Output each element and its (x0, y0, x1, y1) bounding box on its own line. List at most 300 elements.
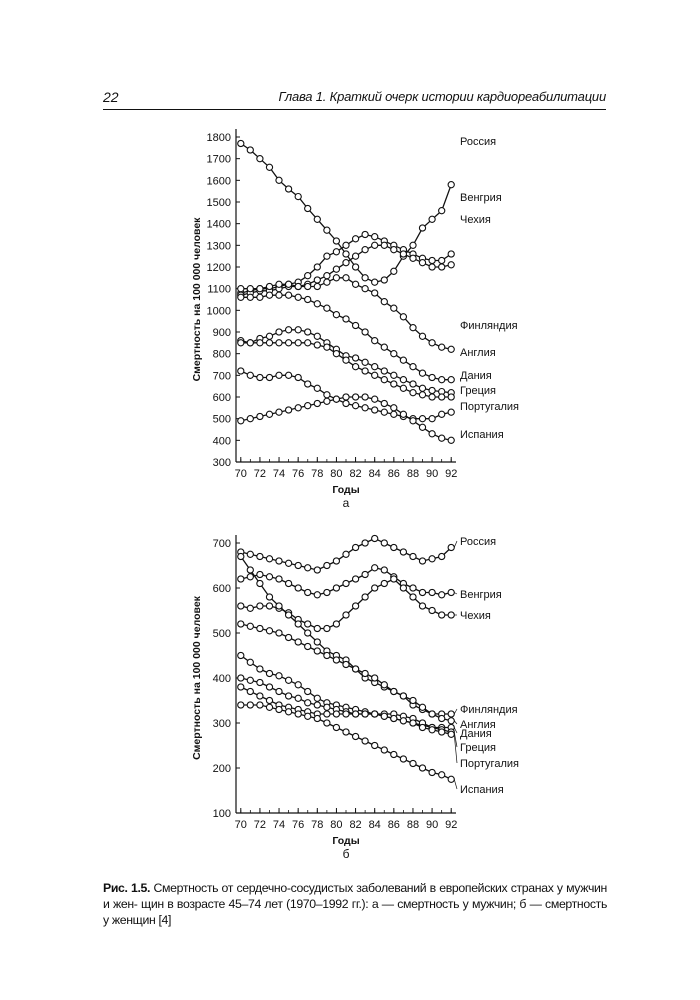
x-tick-label: 72 (253, 819, 267, 831)
x-tick-label: 82 (349, 468, 362, 480)
data-point (439, 715, 445, 721)
data-point (286, 677, 292, 683)
data-point (247, 147, 253, 153)
data-point (391, 544, 397, 550)
data-point (381, 682, 387, 688)
data-point (381, 567, 387, 573)
data-point (247, 286, 253, 292)
data-point (314, 400, 320, 406)
data-point (324, 279, 330, 285)
data-point (333, 396, 339, 402)
data-point (381, 580, 387, 586)
data-point (372, 396, 378, 402)
data-point (247, 677, 253, 683)
data-point (314, 592, 320, 598)
data-point (238, 294, 244, 300)
data-point (372, 338, 378, 344)
data-point (314, 216, 320, 222)
data-point (276, 673, 282, 679)
data-point (324, 305, 330, 311)
data-point (448, 346, 454, 352)
data-point (324, 589, 330, 595)
data-point (353, 236, 359, 242)
data-point (448, 409, 454, 415)
data-point (257, 702, 263, 708)
data-point (353, 253, 359, 259)
data-point (286, 612, 292, 618)
data-point (429, 374, 435, 380)
data-point (419, 416, 425, 422)
data-point (372, 711, 378, 717)
data-point (362, 231, 368, 237)
data-point (439, 435, 445, 441)
data-point (324, 625, 330, 631)
data-point (362, 275, 368, 281)
data-point (305, 283, 311, 289)
data-point (314, 702, 320, 708)
data-point (266, 594, 272, 600)
y-tick-label: 1400 (206, 218, 231, 231)
data-point (448, 776, 454, 782)
data-point (295, 340, 301, 346)
data-point (362, 368, 368, 374)
data-point (295, 682, 301, 688)
data-point (276, 292, 282, 298)
data-point (286, 372, 292, 378)
y-tick-label: 600 (212, 583, 231, 595)
panel-letter: а (342, 496, 350, 510)
data-point (448, 251, 454, 257)
data-point (333, 351, 339, 357)
chart-women (0, 520, 700, 870)
x-axis-title: Годы (332, 835, 360, 847)
data-point (372, 675, 378, 681)
data-point (448, 731, 454, 737)
y-tick-label: 300 (212, 457, 231, 469)
data-point (343, 551, 349, 557)
data-point (333, 711, 339, 717)
data-point (381, 400, 387, 406)
x-tick-label: 86 (387, 819, 400, 831)
data-point (257, 374, 263, 380)
data-point (410, 390, 416, 396)
data-point (429, 216, 435, 222)
data-point (286, 186, 292, 192)
data-point (286, 709, 292, 715)
data-point (286, 281, 292, 287)
data-point (295, 695, 301, 701)
data-point (276, 706, 282, 712)
series-label-финляндия: Финляндия (460, 704, 518, 716)
data-point (419, 589, 425, 595)
y-tick-label: 1700 (206, 153, 231, 166)
data-point (247, 574, 253, 580)
data-point (362, 594, 368, 600)
figure-caption (103, 880, 607, 928)
data-point (448, 544, 454, 550)
data-point (372, 242, 378, 248)
data-point (266, 292, 272, 298)
y-tick-label: 900 (212, 327, 231, 339)
data-point (324, 392, 330, 398)
data-point (238, 684, 244, 690)
data-point (353, 355, 359, 361)
data-point (381, 713, 387, 719)
x-tick-label: 90 (425, 819, 439, 831)
data-point (429, 394, 435, 400)
data-point (247, 294, 253, 300)
data-point (266, 333, 272, 339)
data-point (295, 621, 301, 627)
data-point (314, 648, 320, 654)
data-point (439, 377, 445, 383)
data-point (238, 286, 244, 292)
data-point (362, 394, 368, 400)
data-point (314, 567, 320, 573)
data-point (295, 194, 301, 200)
y-tick-label: 800 (212, 348, 231, 361)
data-point (343, 661, 349, 667)
data-point (400, 549, 406, 555)
data-point (314, 385, 320, 391)
data-point (410, 364, 416, 370)
data-point (410, 553, 416, 559)
data-point (372, 279, 378, 285)
data-point (276, 630, 282, 636)
data-point (429, 607, 435, 613)
data-point (324, 562, 330, 568)
y-tick-label: 100 (212, 808, 231, 820)
data-point (448, 262, 454, 268)
x-tick-label: 92 (445, 819, 458, 831)
data-point (314, 277, 320, 283)
data-point (343, 711, 349, 717)
data-point (295, 585, 301, 591)
data-point (257, 286, 263, 292)
data-point (324, 227, 330, 233)
data-point (286, 407, 292, 413)
series-label-англия: Англия (460, 719, 496, 731)
data-point (391, 751, 397, 757)
y-tick-label: 1200 (206, 262, 231, 274)
data-point (276, 558, 282, 564)
data-point (247, 659, 253, 665)
data-point (247, 551, 253, 557)
x-tick-label: 84 (368, 819, 381, 831)
data-point (266, 670, 272, 676)
data-point (333, 657, 339, 663)
data-point (439, 394, 445, 400)
x-axis-title: Годы (332, 484, 360, 496)
data-point (305, 621, 311, 627)
x-tick-label: 78 (311, 468, 324, 480)
series-label-россия: Россия (460, 536, 497, 548)
data-point (305, 273, 311, 279)
data-point (266, 411, 272, 417)
x-tick-label: 92 (445, 468, 458, 480)
y-tick-label: 200 (212, 763, 231, 775)
data-point (314, 639, 320, 645)
data-point (419, 333, 425, 339)
data-point (410, 242, 416, 248)
data-point (257, 603, 263, 609)
running-title: Глава 1. Краткий очерк истории кардиореабилитации (278, 89, 606, 104)
data-point (391, 381, 397, 387)
data-point (257, 571, 263, 577)
data-point (429, 257, 435, 263)
data-point (238, 140, 244, 146)
data-point (247, 605, 253, 611)
data-point (238, 553, 244, 559)
data-point (295, 562, 301, 568)
data-point (295, 405, 301, 411)
data-point (276, 576, 282, 582)
data-point (429, 727, 435, 733)
data-point (295, 374, 301, 380)
data-point (439, 553, 445, 559)
data-point (247, 372, 253, 378)
data-point (238, 675, 244, 681)
data-point (324, 253, 330, 259)
data-point (324, 344, 330, 350)
data-point (372, 372, 378, 378)
chart-men (0, 120, 700, 520)
data-point (410, 325, 416, 331)
data-point (295, 327, 301, 333)
data-point (353, 281, 359, 287)
data-point (257, 580, 263, 586)
series-label-венгрия: Венгрия (460, 589, 502, 601)
x-tick-label: 88 (406, 819, 420, 831)
series-label-греция: Греция (460, 385, 496, 397)
data-point (333, 585, 339, 591)
data-point (391, 411, 397, 417)
data-point (266, 374, 272, 380)
y-tick-label: 1100 (207, 283, 231, 296)
data-point (419, 385, 425, 391)
data-point (381, 377, 387, 383)
data-point (429, 416, 435, 422)
data-point (381, 368, 387, 374)
series-label-венгрия: Венгрия (460, 192, 502, 204)
data-point (439, 612, 445, 618)
data-point (276, 409, 282, 415)
data-point (353, 733, 359, 739)
data-point (286, 340, 292, 346)
data-point (439, 264, 445, 270)
data-point (247, 688, 253, 694)
series-label-чехия: Чехия (460, 214, 491, 226)
data-point (353, 666, 359, 672)
data-point (381, 242, 387, 248)
data-point (305, 296, 311, 302)
data-point (343, 357, 349, 363)
series-label-англия: Англия (460, 347, 496, 359)
x-tick-label: 74 (272, 819, 286, 831)
data-point (276, 281, 282, 287)
data-point (247, 623, 253, 629)
caption-line-2: щин в возрасте 45–74 лет (1970–1992 гг.): а — смертность у мужчин; б — смертность у женщин [4] (103, 897, 607, 927)
data-point (238, 652, 244, 658)
data-point (362, 571, 368, 577)
y-tick-label: 1600 (206, 175, 231, 188)
data-point (400, 585, 406, 591)
x-tick-label: 76 (292, 468, 305, 480)
data-point (372, 565, 378, 571)
data-point (362, 247, 368, 253)
y-tick-label: 500 (212, 628, 231, 640)
y-tick-label: 700 (212, 538, 231, 550)
panel-letter: б (342, 847, 350, 861)
data-point (333, 621, 339, 627)
data-point (353, 576, 359, 582)
data-point (391, 576, 397, 582)
data-point (391, 305, 397, 311)
data-point (410, 594, 416, 600)
data-point (305, 403, 311, 409)
data-point (314, 342, 320, 348)
data-point (448, 711, 454, 717)
data-point (295, 711, 301, 717)
data-point (429, 589, 435, 595)
x-tick-label: 88 (406, 468, 420, 480)
y-tick-label: 1000 (206, 305, 231, 318)
data-point (276, 340, 282, 346)
data-point (400, 756, 406, 762)
data-point (257, 625, 263, 631)
data-point (429, 769, 435, 775)
label-leader (454, 721, 457, 724)
data-point (324, 720, 330, 726)
data-point (439, 257, 445, 263)
data-point (305, 381, 311, 387)
data-point (429, 387, 435, 393)
data-point (353, 394, 359, 400)
x-tick-label: 70 (234, 819, 247, 831)
data-point (257, 156, 263, 162)
data-point (391, 351, 397, 357)
data-point (439, 592, 445, 598)
data-point (419, 603, 425, 609)
series-label-испания: Испания (460, 784, 504, 796)
data-point (266, 574, 272, 580)
data-point (247, 702, 253, 708)
data-point (257, 693, 263, 699)
data-point (429, 264, 435, 270)
data-point (305, 340, 311, 346)
page-number: 22 (103, 89, 119, 105)
caption-label: Рис. 1.5. (103, 881, 151, 895)
data-point (333, 724, 339, 730)
data-point (419, 424, 425, 430)
y-tick-label: 400 (212, 435, 231, 448)
data-point (439, 344, 445, 350)
data-point (439, 772, 445, 778)
data-point (333, 558, 339, 564)
data-point (324, 652, 330, 658)
data-point (238, 603, 244, 609)
data-point (343, 275, 349, 281)
data-point (247, 340, 253, 346)
y-tick-label: 600 (212, 392, 231, 404)
data-point (448, 612, 454, 618)
data-point (295, 283, 301, 289)
series-label-греция: Греция (460, 742, 496, 754)
data-point (238, 702, 244, 708)
data-point (343, 260, 349, 266)
data-point (372, 290, 378, 296)
data-point (314, 625, 320, 631)
series-label-финляндия: Финляндия (460, 320, 518, 332)
data-point (238, 340, 244, 346)
data-point (419, 765, 425, 771)
data-point (391, 372, 397, 378)
data-point (400, 251, 406, 257)
x-tick-label: 86 (387, 468, 400, 480)
data-point (419, 370, 425, 376)
data-point (429, 340, 435, 346)
x-tick-label: 70 (234, 468, 247, 480)
data-point (295, 639, 301, 645)
y-tick-label: 1300 (206, 240, 231, 253)
data-point (410, 697, 416, 703)
data-point (333, 238, 339, 244)
data-point (266, 697, 272, 703)
data-point (429, 556, 435, 562)
y-tick-label: 400 (212, 673, 231, 685)
y-tick-label: 1500 (206, 197, 231, 209)
data-point (439, 411, 445, 417)
series-венгрия (238, 565, 455, 598)
data-point (343, 394, 349, 400)
y-axis-title: Смертность на 100 000 человек (191, 596, 203, 760)
series-label-португалия: Португалия (460, 401, 519, 413)
data-point (362, 359, 368, 365)
data-point (266, 283, 272, 289)
data-point (429, 711, 435, 717)
data-point (419, 724, 425, 730)
data-point (333, 266, 339, 272)
data-point (343, 729, 349, 735)
y-tick-label: 1800 (206, 132, 231, 144)
data-point (305, 565, 311, 571)
data-point (372, 364, 378, 370)
data-point (419, 558, 425, 564)
data-point (314, 715, 320, 721)
data-point (429, 431, 435, 437)
data-point (391, 247, 397, 253)
data-point (439, 729, 445, 735)
data-point (381, 277, 387, 283)
x-tick-label: 74 (272, 468, 286, 480)
data-point (305, 713, 311, 719)
data-point (286, 693, 292, 699)
data-point (353, 322, 359, 328)
data-point (305, 329, 311, 335)
data-point (286, 580, 292, 586)
label-leader (454, 541, 457, 548)
data-point (276, 329, 282, 335)
data-point (362, 329, 368, 335)
data-point (391, 688, 397, 694)
data-point (391, 405, 397, 411)
label-leader (454, 709, 457, 714)
data-point (419, 704, 425, 710)
data-point (286, 634, 292, 640)
y-tick-label: 700 (212, 370, 231, 383)
data-point (372, 407, 378, 413)
data-point (324, 704, 330, 710)
